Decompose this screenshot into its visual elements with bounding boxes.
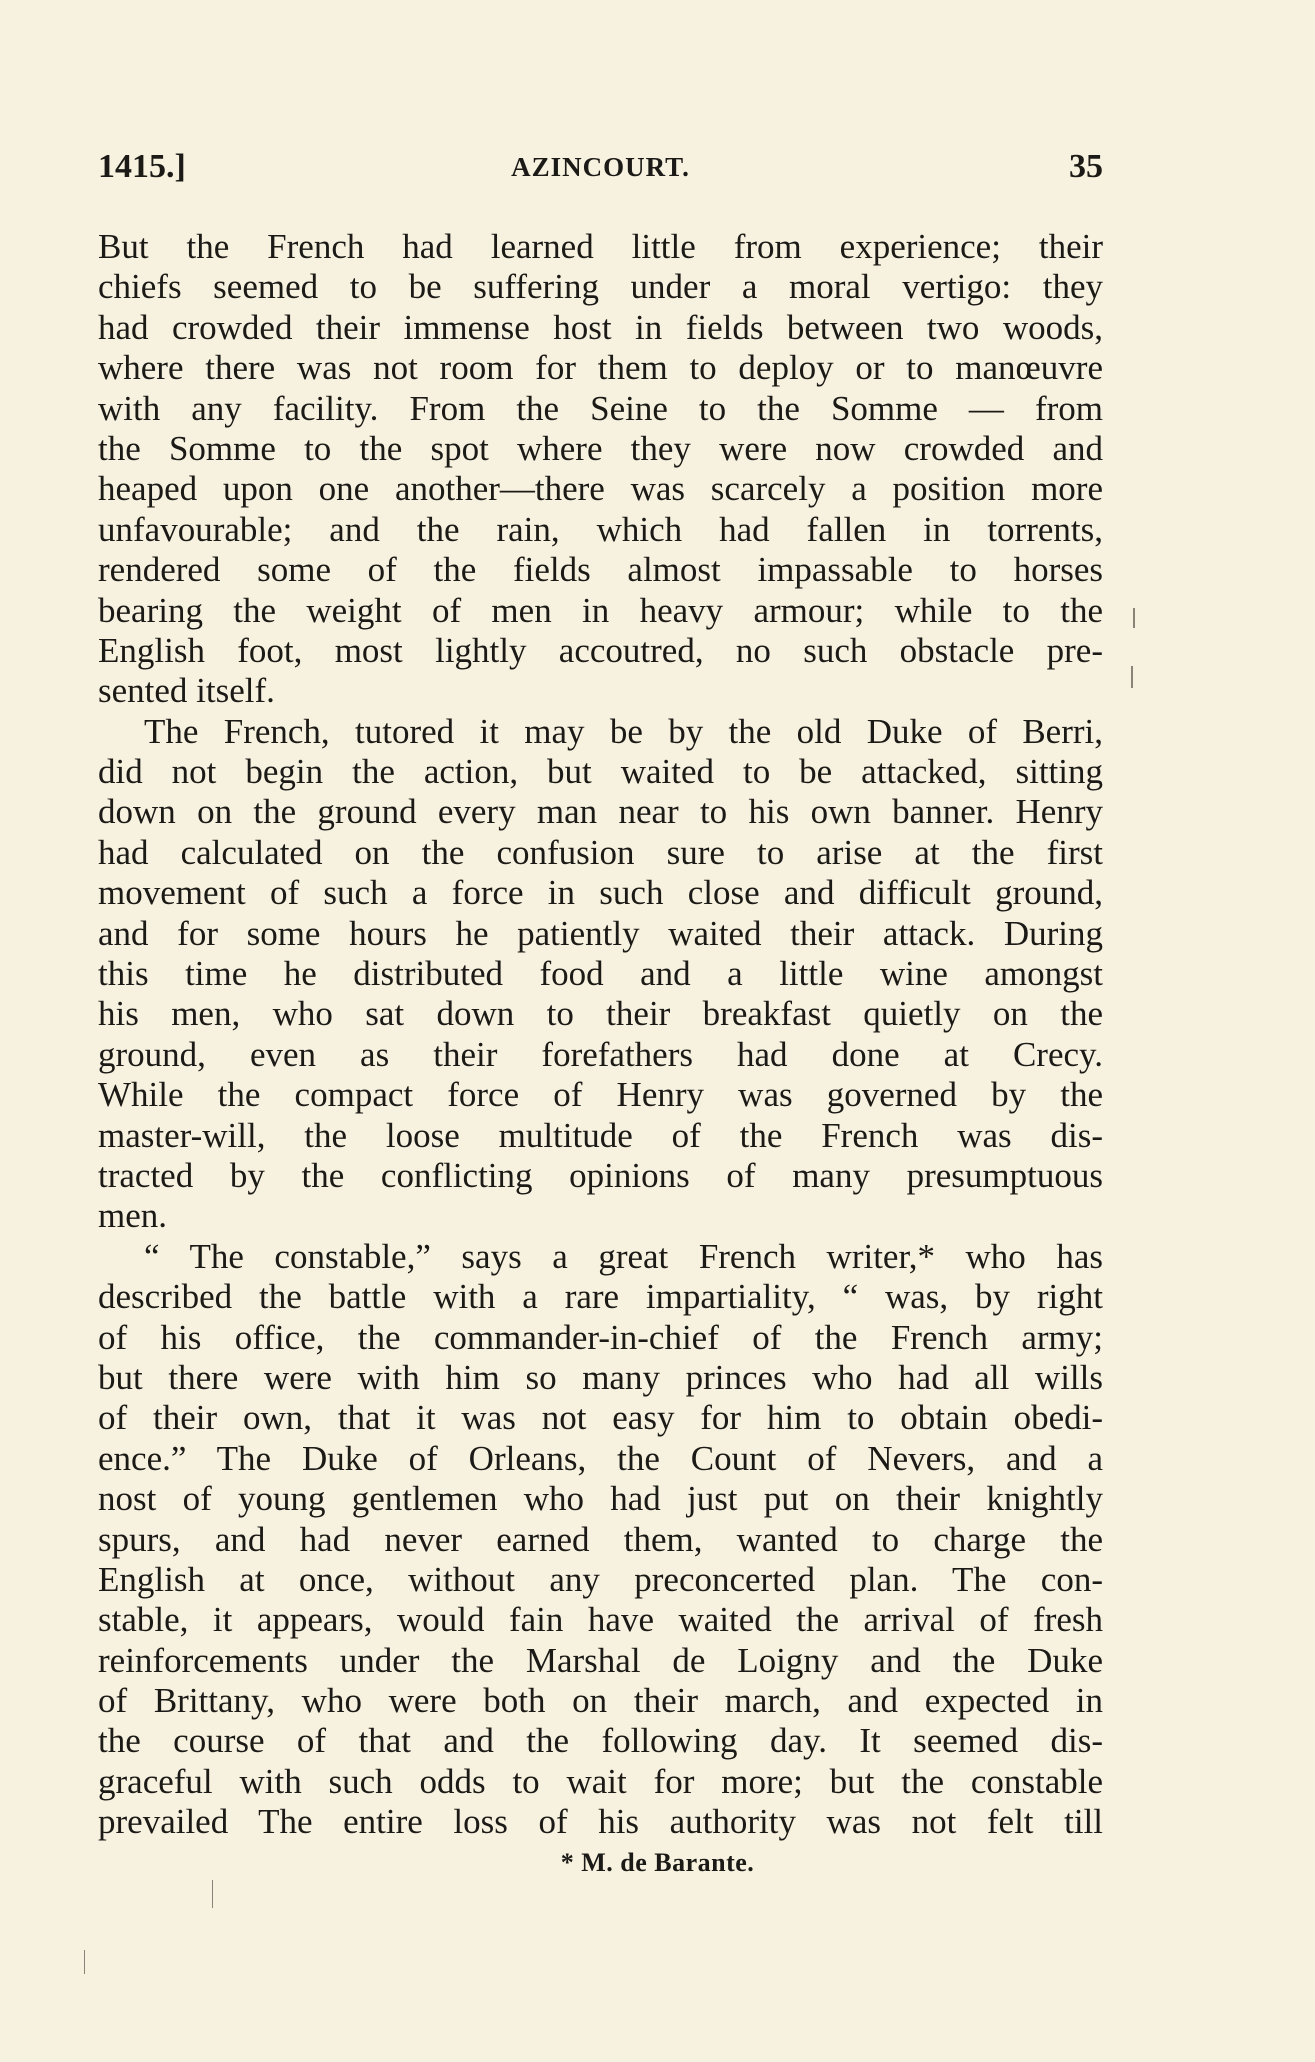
text-line: The French, tutored it may be by the old Duke of Berri, xyxy=(144,711,1103,751)
text-line: of Brittany, who were both on their march, and expected in xyxy=(98,1681,1103,1721)
text-line: had crowded their immense host in fields between two woods, xyxy=(98,307,1103,347)
text-line: movement of such a force in such close and difficult ground, xyxy=(98,873,1103,913)
text-line: ence.” The Duke of Orleans, the Count of Nevers, and a xyxy=(98,1438,1103,1478)
text-line: ground, even as their forefathers had done at Crecy. xyxy=(98,1034,1103,1074)
text-line: described the battle with a rare impartiality, “ was, by right xyxy=(98,1277,1103,1317)
page-number: 35 xyxy=(1069,148,1103,185)
text-line: “ The constable,” says a great French writer,* who has xyxy=(144,1236,1103,1276)
text-line: master-will, the loose multitude of the French was dis- xyxy=(98,1115,1103,1155)
text-line: but there were with him so many princes who had all wills xyxy=(98,1357,1103,1397)
header-year: 1415.] xyxy=(98,148,186,185)
text-line: of their own, that it was not easy for him to obtain obedi- xyxy=(98,1398,1103,1438)
text-line: While the compact force of Henry was governed by the xyxy=(98,1075,1103,1115)
margin-speck xyxy=(212,1880,213,1908)
text-line: with any facility. From the Seine to the Somme — from xyxy=(98,388,1103,428)
footnote: * M. de Barante. xyxy=(560,1848,755,1877)
text-line: graceful with such odds to wait for more; but the constable xyxy=(98,1761,1103,1801)
text-line: spurs, and had never earned them, wanted to charge the xyxy=(98,1519,1103,1559)
text-line: his men, who sat down to their breakfast quietly on the xyxy=(98,994,1103,1034)
text-line: and for some hours he patiently waited their attack. During xyxy=(98,913,1103,953)
header-title: AZINCOURT. xyxy=(511,152,690,182)
text-line: tracted by the conflicting opinions of many presumptuous xyxy=(98,1155,1103,1195)
text-line: unfavourable; and the rain, which had fallen in torrents, xyxy=(98,509,1103,549)
text-line: prevailed The entire loss of his authority was not felt till xyxy=(98,1802,1103,1842)
text-line: But the French had learned little from experience; their xyxy=(98,227,1103,266)
text-line: down on the ground every man near to his own banner. Henry xyxy=(98,792,1103,832)
text-line: English at once, without any preconcerted plan. The con- xyxy=(98,1559,1103,1599)
text-line: chiefs seemed to be suffering under a moral vertigo: they xyxy=(98,267,1103,307)
text-line: rendered some of the fields almost impassable to horses xyxy=(98,550,1103,590)
text-line: men. xyxy=(98,1196,168,1236)
text-line: did not begin the action, but waited to be attacked, sitting xyxy=(98,752,1103,792)
text-line: bearing the weight of men in heavy armour; while to the xyxy=(98,590,1103,630)
body-text xyxy=(98,227,1103,1843)
text-line: where there was not room for them to deploy or to manœuvre xyxy=(98,348,1103,388)
text-line: the Somme to the spot where they were now crowded and xyxy=(98,428,1103,468)
margin-speck xyxy=(84,1950,85,1974)
running-head xyxy=(98,148,1103,198)
text-line: heaped upon one another—there was scarcely a position more xyxy=(98,469,1103,509)
margin-speck xyxy=(1131,666,1133,688)
text-line: of his office, the commander-in-chief of the French army; xyxy=(98,1317,1103,1357)
margin-speck xyxy=(1133,608,1135,628)
text-line: sented itself. xyxy=(98,671,275,711)
text-line: had calculated on the confusion sure to arise at the first xyxy=(98,832,1103,872)
text-line: this time he distributed food and a little wine amongst xyxy=(98,954,1103,994)
text-line: the course of that and the following day. It seemed dis- xyxy=(98,1721,1103,1761)
text-line: nost of young gentlemen who had just put on their knightly xyxy=(98,1479,1103,1519)
text-line: reinforcements under the Marshal de Loigny and the Duke xyxy=(98,1640,1103,1680)
text-line: stable, it appears, would fain have waited the arrival of fresh xyxy=(98,1600,1103,1640)
text-line: English foot, most lightly accoutred, no such obstacle pre- xyxy=(98,630,1103,670)
